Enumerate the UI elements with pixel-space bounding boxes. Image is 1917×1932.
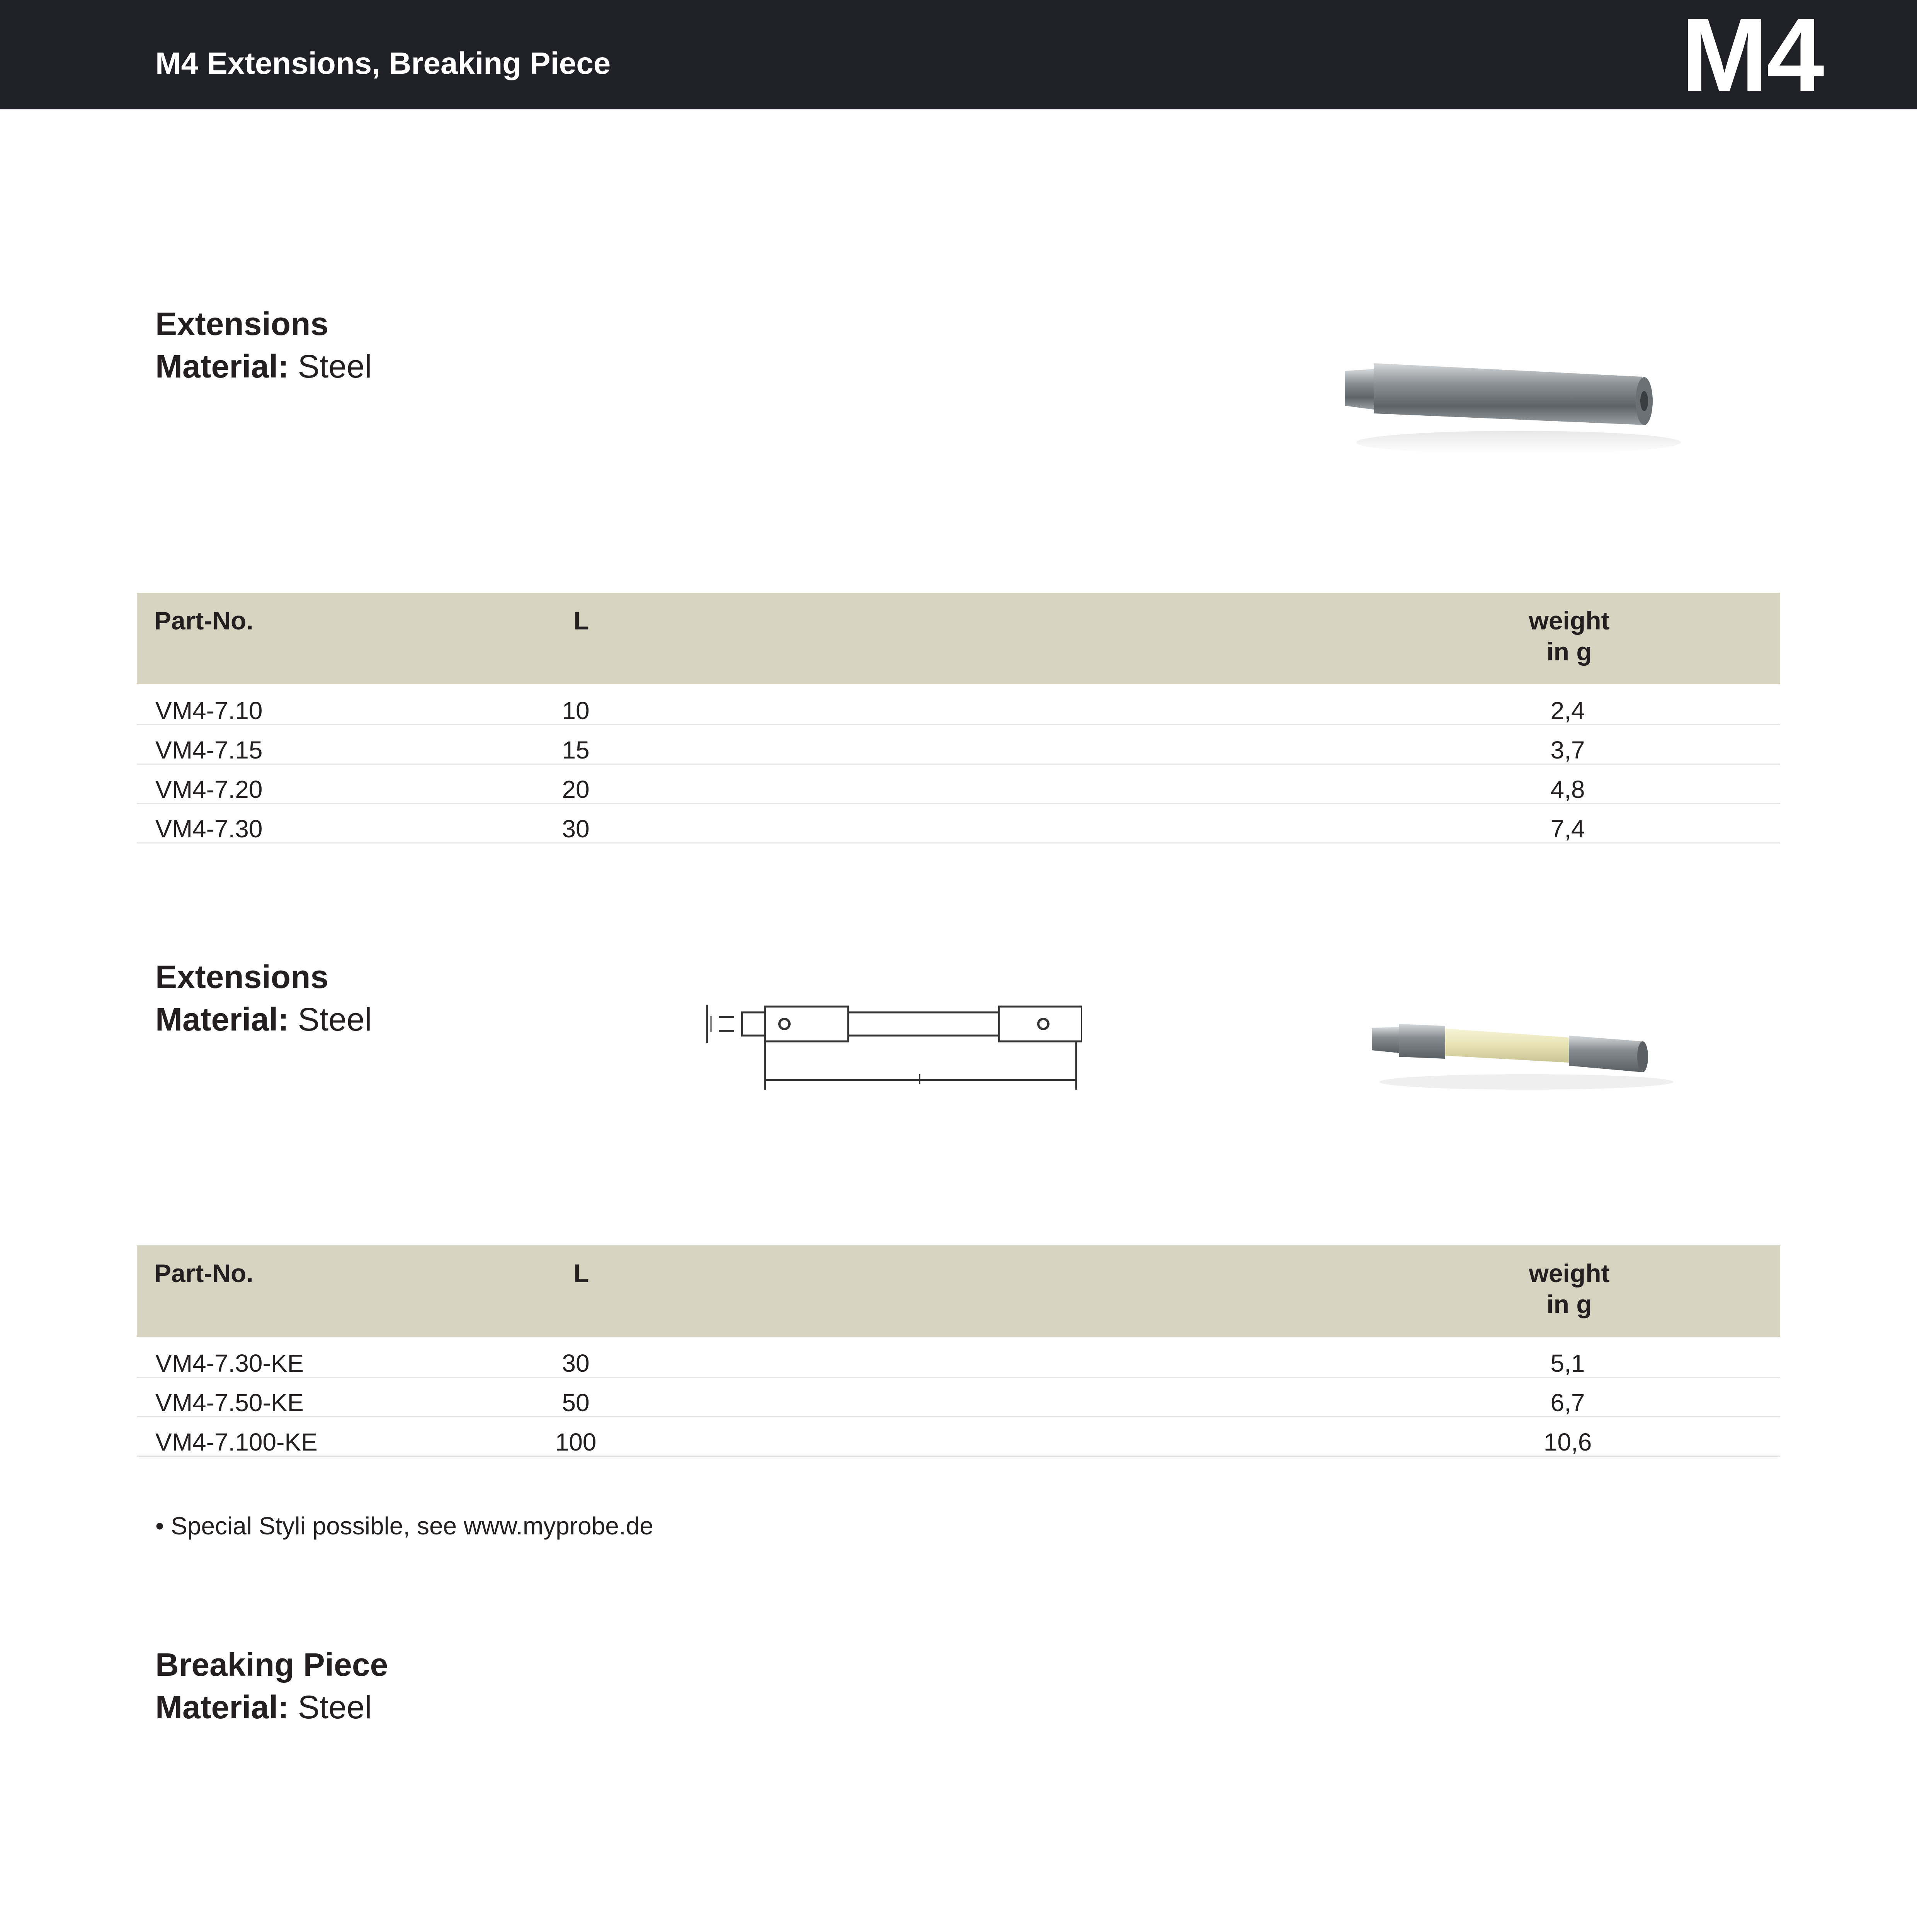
cell-length: 30 <box>562 815 590 843</box>
table-row <box>137 765 1780 804</box>
col-weight: weight in g <box>1529 1259 1610 1318</box>
cell-weight: 10,6 <box>1543 1428 1592 1456</box>
section-heading: Extensions <box>155 959 329 995</box>
parts-table <box>137 1245 1780 1457</box>
cell-part: VM4-7.100-KE <box>155 1428 318 1456</box>
col-part-no: Part-No. <box>154 606 253 635</box>
section-heading: Breaking Piece <box>155 1646 388 1683</box>
footnote: • Special Styli possible, see www.myprobe.de <box>155 1512 653 1540</box>
material-line <box>155 1001 372 1038</box>
material-label: Material: <box>155 1001 289 1037</box>
material-line <box>155 1689 372 1726</box>
cell-weight: 5,1 <box>1550 1349 1585 1377</box>
table-header <box>137 593 1780 684</box>
cell-part: VM4-7.30-KE <box>155 1349 304 1377</box>
cell-part: VM4-7.30 <box>155 815 263 843</box>
cell-length: 100 <box>555 1428 597 1456</box>
extension-product-image <box>1337 348 1704 464</box>
section-heading: Extensions <box>155 306 329 342</box>
extension-ke-product-image <box>1364 1005 1685 1097</box>
material-label: Material: <box>155 348 289 384</box>
cell-part: VM4-7.50-KE <box>155 1389 304 1417</box>
table-row <box>137 1417 1780 1457</box>
cell-length: 20 <box>562 776 590 803</box>
cell-part: VM4-7.10 <box>155 697 263 724</box>
col-weight: weight in g <box>1529 606 1610 666</box>
material-value: Steel <box>298 1689 372 1725</box>
cell-weight: 4,8 <box>1550 776 1585 803</box>
series-code: M4 <box>1681 0 1823 113</box>
cell-length: 50 <box>562 1389 590 1417</box>
cell-weight: 6,7 <box>1550 1389 1585 1417</box>
material-value: Steel <box>298 1001 372 1037</box>
cell-weight: 2,4 <box>1550 697 1585 724</box>
material-value: Steel <box>298 348 372 384</box>
cell-length: 15 <box>562 736 590 764</box>
col-part-no: Part-No. <box>154 1259 253 1287</box>
col-length: L <box>573 1259 589 1287</box>
page-title: M4 Extensions, Breaking Piece <box>155 46 611 80</box>
table-header <box>137 1245 1780 1337</box>
cell-part: VM4-7.20 <box>155 776 263 803</box>
material-line <box>155 348 372 385</box>
cell-length: 10 <box>562 697 590 724</box>
cell-part: VM4-7.15 <box>155 736 263 764</box>
col-length: L <box>573 606 589 635</box>
cell-weight: 7,4 <box>1550 815 1585 843</box>
cell-weight: 3,7 <box>1550 736 1585 764</box>
table-row <box>137 725 1780 765</box>
parts-table <box>137 593 1780 844</box>
table-row <box>137 686 1780 725</box>
extension-drawing <box>703 993 1082 1101</box>
table-row <box>137 1338 1780 1378</box>
material-label: Material: <box>155 1689 289 1725</box>
cell-length: 30 <box>562 1349 590 1377</box>
table-row <box>137 804 1780 844</box>
table-row <box>137 1378 1780 1417</box>
